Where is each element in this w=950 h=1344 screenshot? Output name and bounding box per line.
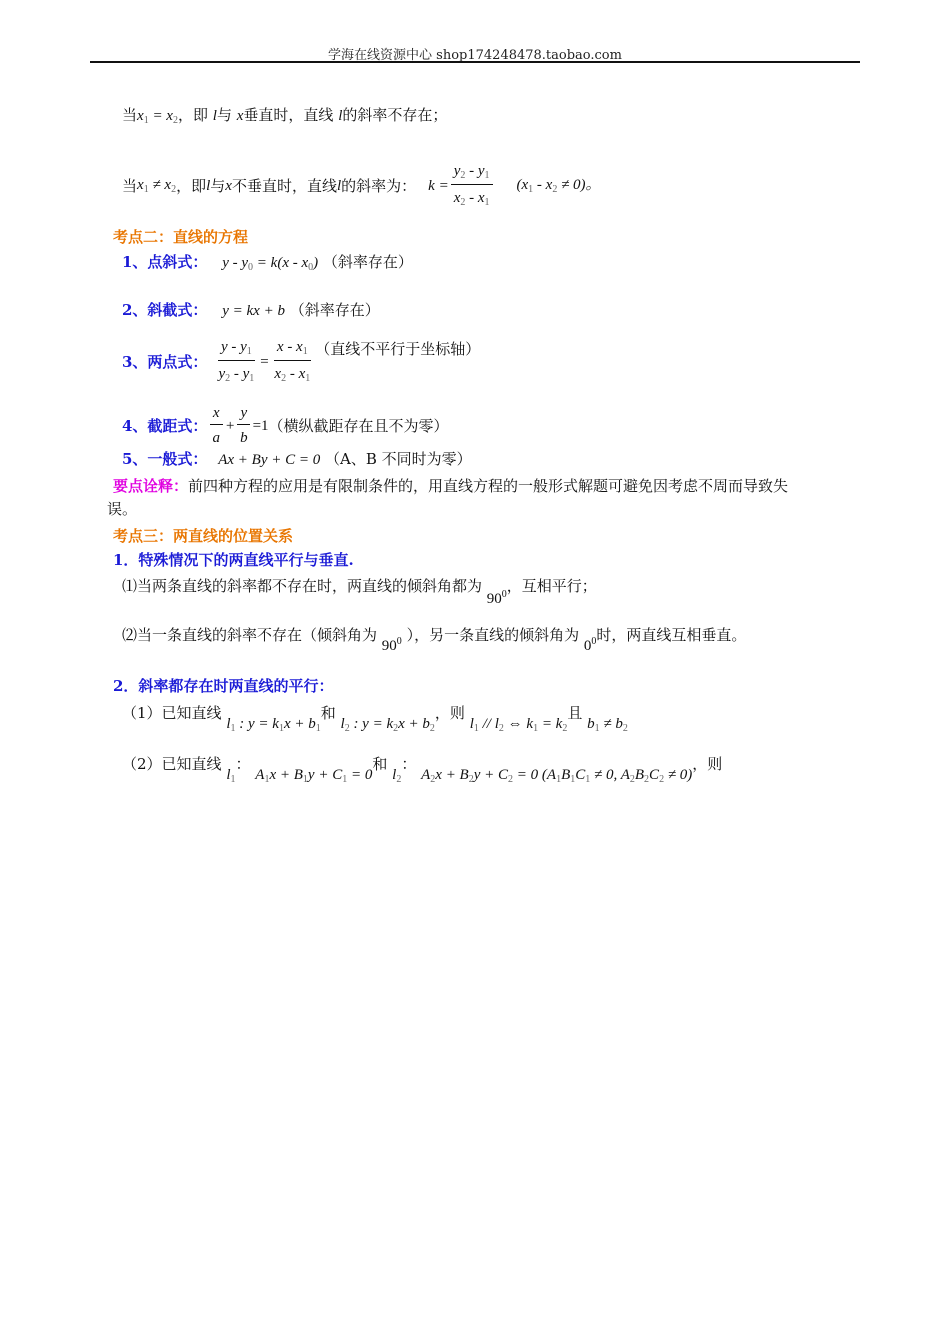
formula-x1-eq-x2: $x_1 = x_2$ — [137, 108, 178, 126]
line-l1-general: $A_1x + B_1y + C_1 = 0$ — [255, 767, 373, 785]
fraction-x-over-a: $\frac{x}{a}$ — [209, 404, 223, 447]
line-l1-label: $l_1$ — [226, 767, 236, 785]
formula-slope-intercept: y = kx + b — [222, 303, 285, 319]
angle-90: $90^0$ — [381, 636, 402, 654]
page-header: 学海在线资源中心 shop174248478.taobao.com — [328, 48, 622, 63]
label-slope-intercept: 2、斜截式： — [122, 301, 208, 319]
subsection-parallel: 2．斜率都存在时两直线的平行： — [113, 677, 334, 695]
both-slopes-undefined — [122, 577, 597, 607]
note-slope-exists: （斜率存在） — [322, 253, 413, 271]
text-comma: ，即 — [177, 106, 208, 124]
text-slope-is: 的斜率为： — [341, 176, 417, 195]
header-rule — [90, 61, 860, 63]
text-he: 和 — [320, 704, 336, 722]
line-l2-eq: $l_2$ : $y = k_2x + b_2$ — [340, 716, 435, 734]
text-yu: 与 — [210, 176, 226, 195]
text-not-vertical: 不垂直时，直线 — [231, 176, 337, 195]
angle-0: $0^0$ — [583, 636, 597, 654]
text-he: 和 — [372, 755, 388, 773]
label-point-slope: 1、点斜式： — [122, 253, 208, 271]
point-slope-form — [122, 253, 413, 274]
text-comma: ，即 — [176, 176, 207, 195]
note-intercepts-nonzero: （横纵截距存在且不为零） — [268, 416, 449, 435]
plus-sign: + — [224, 417, 236, 434]
formula-general: Ax + By + C = 0 — [218, 452, 321, 468]
general-form-parallel — [122, 755, 723, 785]
section2-title: 考点二：直线的方程 — [113, 228, 249, 246]
var-l: l — [212, 108, 217, 124]
var-l2: l — [336, 177, 342, 194]
line-l1-eq: $l_1$ : $y = k_1x + b_1$ — [226, 716, 321, 734]
text-vertical: 垂直时，直线 — [243, 106, 334, 124]
vertical-slope-line — [122, 106, 447, 127]
two-point-form — [122, 338, 480, 385]
var-x: x — [225, 177, 232, 194]
fraction-y: $\frac{y - y_1}{y_2 - y_1}$ — [218, 339, 255, 384]
text-dang: 当 — [122, 106, 138, 124]
text-p1b: ，互相平行； — [506, 577, 597, 595]
parallel-slope-condition — [122, 704, 628, 734]
text-ze: ，则 — [692, 755, 723, 773]
text-dang: 当 — [122, 176, 138, 195]
label-general: 5、一般式： — [122, 450, 208, 468]
var-l2: l — [338, 108, 343, 124]
key-note-label: 要点诠释： — [113, 477, 189, 495]
text-yu: 与 — [216, 106, 232, 124]
formula-condition: $(x_1 - x_2 \ne 0)$。 — [516, 176, 601, 195]
parallel-condition: $l_1 // l_2$ ⇔ $k_1 = k_2$ — [469, 716, 568, 734]
formula-point-slope: $y - y_0 = k(x - x_0)$ — [222, 255, 319, 273]
key-note-line2: 误。 — [107, 500, 138, 518]
general-form — [122, 450, 472, 469]
section3-title: 考点三：两直线的位置关系 — [113, 527, 294, 545]
text-colon: ： — [235, 755, 251, 773]
text-p3a: （1）已知直线 — [122, 704, 222, 722]
text-p2c: 时，两直线互相垂直。 — [596, 626, 747, 644]
text-p1a: ⑴当两条直线的斜率都不存在时，两直线的倾斜角都为 — [122, 577, 483, 595]
equals-one: =1 — [252, 417, 269, 434]
label-intercept: 4、截距式： — [122, 416, 208, 435]
subsection-special-cases: 1．特殊情况下的两直线平行与垂直. — [113, 551, 354, 569]
var-x: x — [236, 108, 244, 124]
text-p2b: ），另一条直线的倾斜角为 — [406, 626, 580, 644]
text-p4a: （2）已知直线 — [122, 755, 222, 773]
line-l2-label: $l_2$ — [392, 767, 402, 785]
note-slope-exists: （斜率存在） — [289, 301, 380, 319]
one-slope-undefined — [122, 626, 747, 654]
text-ze: ，则 — [434, 704, 465, 722]
slope-formula-line — [122, 162, 601, 209]
key-note-line1 — [113, 477, 788, 495]
text-qie: 且 — [567, 704, 583, 722]
equals-sign: = — [259, 353, 270, 370]
angle-90: $90^0$ — [486, 589, 507, 607]
note-ab-not-both-zero: （A、B 不同时为零） — [325, 450, 472, 468]
intercept-condition: $b_1 \ne b_2$ — [587, 716, 628, 734]
text-slope-none: 的斜率不存在； — [342, 106, 448, 124]
formula-x1-ne-x2: $x_1 \ne x_2$ — [137, 176, 177, 195]
key-note-text: 前四种方程的应用是有限制条件的，用直线方程的一般形式解题可避免因考虑不周而导致失 — [188, 477, 789, 495]
formula-k: k = — [428, 177, 449, 194]
slope-fraction: $\frac{y_2 - y_1}{x_2 - x_1}$ — [451, 162, 493, 209]
fraction-y-over-b: $\frac{y}{b}$ — [237, 404, 251, 447]
slope-intercept-form — [122, 301, 380, 320]
text-colon: ： — [401, 755, 417, 773]
line-l2-general: $A_2x + B_2y + C_2 = 0$ ($A_1B_1C_1 \ne 0$, $A_2B_2C_2 \ne 0$) — [421, 767, 693, 785]
label-two-point: 3、两点式： — [122, 352, 208, 371]
intercept-form — [122, 404, 449, 447]
fraction-x: $\frac{x - x_1}{x_2 - x_1}$ — [274, 339, 311, 384]
note-not-parallel-axis: （直线不平行于坐标轴） — [315, 340, 481, 358]
var-l: l — [206, 177, 211, 194]
text-p2a: ⑵当一条直线的斜率不存在（倾斜角为 — [122, 626, 378, 644]
